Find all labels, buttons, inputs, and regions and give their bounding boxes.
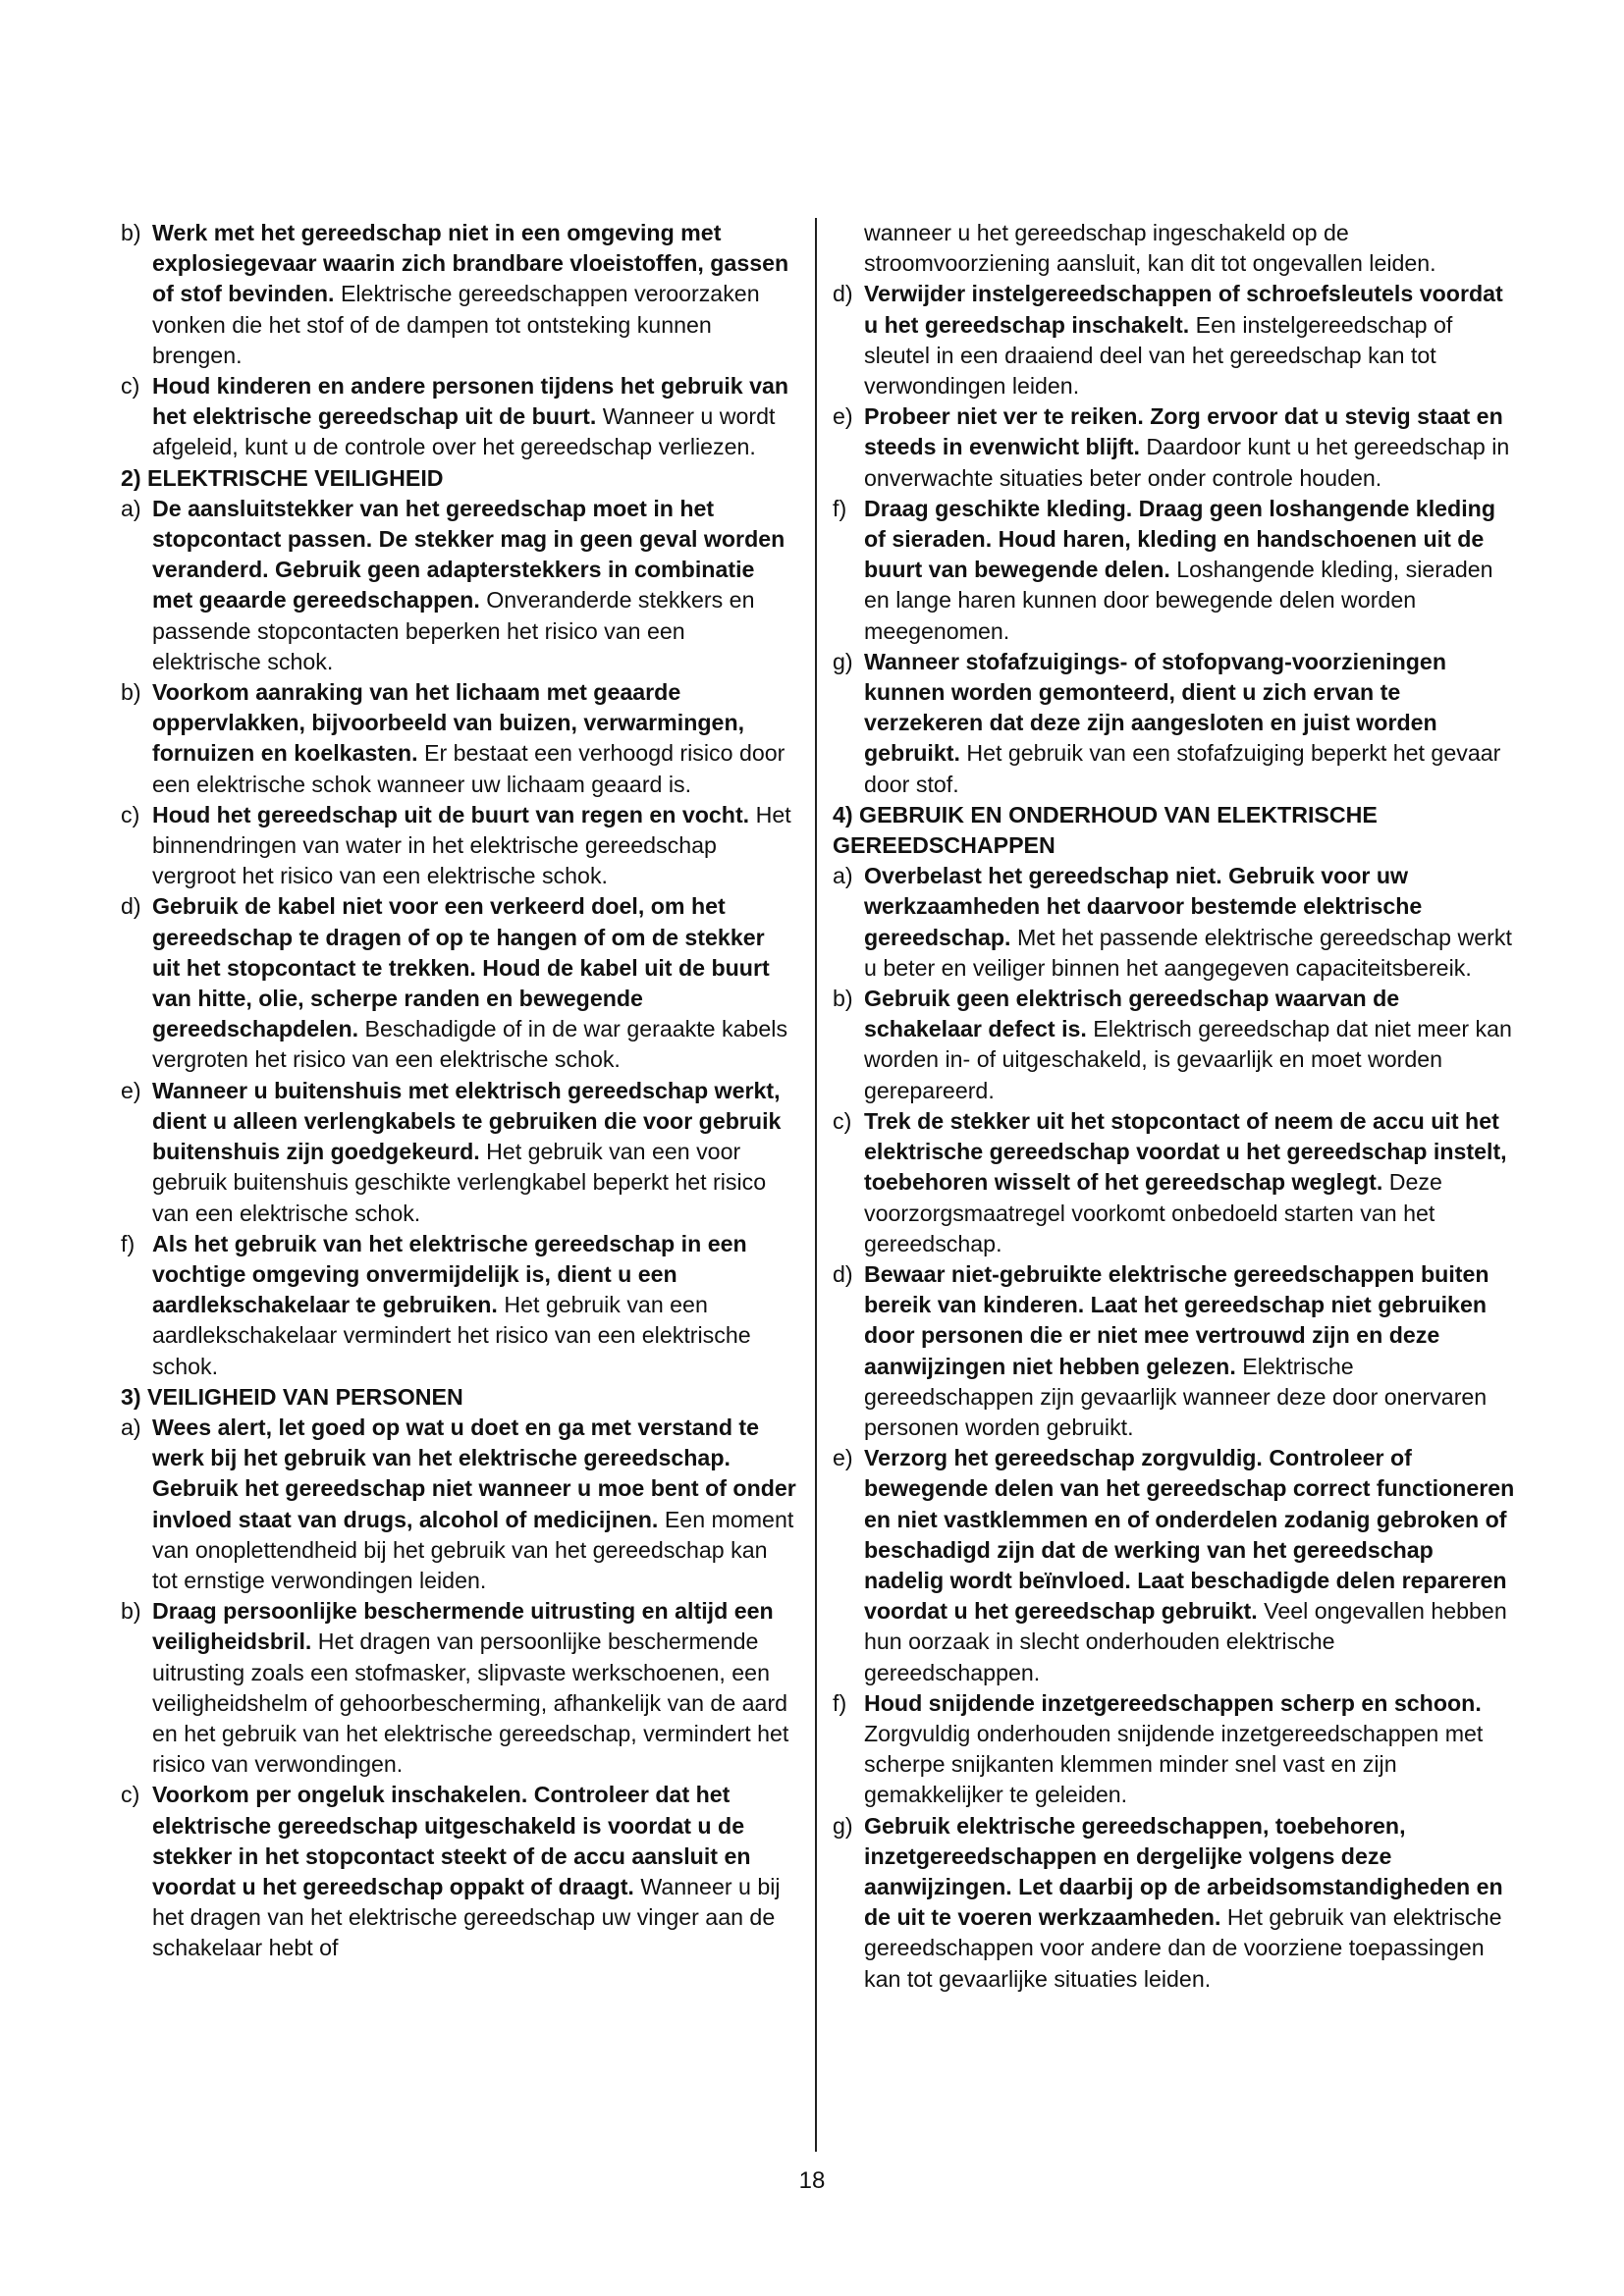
item-text: Het gebruik van een voor gebruik buitenshuis geschikte verlengkabel beperkt het risico van een elektrische schok. — [152, 1139, 767, 1226]
item-bold-text: Wees alert, let goed op wat u doet en ga met verstand te werk bij het gebruik van het elektrische gereedschap. Gebruik het gereedschap niet wanneer u moe bent of onder invloed staat van drugs, alcohol of medicijnen. — [152, 1414, 796, 1532]
item-marker: g) — [833, 1812, 853, 1839]
item-bold-text: Gebruik geen elektrisch gereedschap waarvan de schakelaar defect is. — [864, 986, 1400, 1042]
item-text: Met het passende elektrische gereedschap werkt u beter en veiliger binnen het aangegeven capaciteitsbereik. — [864, 924, 1512, 981]
item-marker: a) — [121, 1414, 141, 1440]
item-marker: c) — [121, 373, 140, 400]
list-item — [833, 401, 1515, 494]
item-text: Elektrische gereedschappen veroorzaken vonken die het stof of de dampen tot ontsteking kunnen brengen. — [152, 281, 760, 368]
right-column — [833, 218, 1515, 1995]
item-marker: b) — [121, 679, 141, 706]
item-text: Wanneer u bij het dragen van het elektrische gereedschap uw vinger aan de schakelaar hebt of — [152, 1873, 781, 1961]
item-marker: d) — [833, 1260, 853, 1287]
item-text: Elektrische gereedschappen zijn gevaarlijk wanneer deze door onervaren personen worden gebruikt. — [864, 1353, 1488, 1440]
item-text: Het gebruik van elektrische gereedschappen voor andere dan de voorziene toepassingen kan tot gevaarlijke situaties leiden. — [864, 1904, 1502, 1992]
list-item — [833, 647, 1515, 800]
list-item — [833, 1106, 1515, 1259]
list-item — [121, 1413, 798, 1596]
item-bold-text: Draag geschikte kleding. Draag geen loshangende kleding of sieraden. Houd haren, kleding en handschoenen uit de buurt van bewegende delen. — [864, 495, 1495, 583]
list-item — [121, 218, 798, 371]
section-heading-line: GEREEDSCHAPPEN — [833, 832, 1056, 859]
item-text: Een instelgereedschap of sleutel in een draaiend deel van het gereedschap kan tot verwondingen leiden. — [864, 311, 1453, 400]
item-bold-text: Verwijder instelgereedschappen of schroefsleutels voordat u het gereedschap inschakelt. — [864, 281, 1503, 338]
item-text: Daardoor kunt u het gereedschap in onverwachte situaties beter onder controle houden. — [864, 434, 1510, 491]
item-bold-text: Voorkom aanraking van het lichaam met geaarde oppervlakken, bijvoorbeeld van buizen, verwarmingen, fornuizen en koelkasten. — [152, 679, 745, 767]
item-text: Loshangende kleding, sieraden en lange haren kunnen door bewegende delen worden meegenomen. — [864, 557, 1493, 644]
section-heading-line: 4) GEBRUIK EN ONDERHOUD VAN ELEKTRISCHE — [833, 801, 1378, 828]
item-bold-text: Houd snijdende inzetgereedschappen scherp en schoon. — [864, 1689, 1482, 1716]
item-marker: c) — [121, 801, 140, 828]
list-item — [121, 891, 798, 1075]
item-text: Een moment van onoplettendheid bij het gebruik van het gereedschap kan tot ernstige verwondingen leiden. — [152, 1506, 794, 1593]
item-bold-text: Werk met het gereedschap niet in een omgeving met explosiegevaar waarin zich brandbare vloeistoffen, gassen of stof bevinden. — [152, 220, 789, 307]
item-bold-text: Voorkom per ongeluk inschakelen. Controleer dat het elektrische gereedschap uitgeschakeld is voordat u de stekker in het stopcontact steekt of de accu aansluit en voordat u het gereedschap oppakt of draagt. — [152, 1782, 751, 1899]
item-bold-text: Probeer niet ver te reiken. Zorg ervoor dat u stevig staat en steeds in evenwicht blijft. — [864, 403, 1503, 460]
item-marker: e) — [833, 1445, 853, 1471]
list-item — [121, 1596, 798, 1780]
list-item — [833, 1259, 1515, 1443]
section-heading: 2) ELEKTRISCHE VEILIGHEID — [121, 464, 444, 491]
list-item — [833, 1443, 1515, 1688]
item-bold-text: Gebruik de kabel niet voor een verkeerd doel, om het gereedschap te dragen of op te hangen of om de stekker uit het stopcontact te trekken. Houd de kabel uit de buurt van hitte, olie, scherpe randen en bewegende gereedschapdelen. — [152, 893, 770, 1042]
left-column — [121, 218, 798, 1964]
item-text: Er bestaat een verhoogd risico door een elektrische schok wanneer uw lichaam geaard is. — [152, 740, 785, 797]
item-bold-text: Trek de stekker uit het stopcontact of neem de accu uit het elektrische gereedschap voordat u het gereedschap instelt, toebehoren wisselt of het gereedschap weglegt. — [864, 1107, 1507, 1196]
list-item — [833, 494, 1515, 647]
item-marker: f) — [833, 495, 847, 521]
item-marker: a) — [121, 495, 141, 521]
page-number: 18 — [798, 2167, 826, 2194]
item-marker: f) — [121, 1230, 135, 1256]
item-text: Onveranderde stekkers en passende stopcontacten beperken het risico van een elektrische schok. — [152, 587, 755, 674]
list-item — [833, 1688, 1515, 1811]
list-item-continuation — [833, 218, 1515, 279]
item-text: Wanneer u wordt afgeleid, kunt u de controle over het gereedschap verliezen. — [152, 403, 776, 460]
item-text: Het binnendringen van water in het elektrische gereedschap vergroot het risico van een elektrische schok. — [152, 801, 791, 889]
section-heading — [833, 800, 1515, 861]
item-marker: b) — [833, 986, 853, 1012]
item-bold-text: Overbelast het gereedschap niet. Gebruik voor uw werkzaamheden het daarvoor bestemde elektrische gereedschap. — [864, 863, 1423, 950]
item-text: Elektrisch gereedschap dat niet meer kan worden in- of uitgeschakeld, is gevaarlijk en moet worden gerepareerd. — [864, 1016, 1512, 1103]
item-bold-text: Wanneer stofafzuigings- of stofopvang-voorzieningen kunnen worden gemonteerd, dient u zich ervan te verzekeren dat deze zijn aangesloten en juist worden gebruikt. — [864, 648, 1446, 767]
list-item — [121, 1780, 798, 1963]
item-text: Deze voorzorgsmaatregel voorkomt onbedoeld starten van het gereedschap. — [864, 1169, 1442, 1256]
list-item — [121, 371, 798, 463]
item-marker: b) — [121, 1598, 141, 1625]
list-item — [833, 984, 1515, 1106]
item-bold-text: Verzorg het gereedschap zorgvuldig. Controleer of bewegende delen van het gereedschap correct functioneren en niet vastklemmen en of onderdelen zodanig gebroken of beschadigd zijn dat de werking van het gereedschap nadelig wordt beïnvloed. Laat beschadigde delen repareren voordat u het gereedschap gebruikt. — [864, 1445, 1515, 1625]
item-bold-text: Gebruik elektrische gereedschappen, toebehoren, inzetgereedschappen en dergelijke volgens deze aanwijzingen. Let daarbij op de arbeidsomstandigheden en de uit te voeren werkzaamheden. — [864, 1812, 1503, 1931]
list-item — [121, 1076, 798, 1229]
list-item — [833, 861, 1515, 984]
item-marker: e) — [833, 403, 853, 430]
item-text: Zorgvuldig onderhouden snijdende inzetgereedschappen met scherpe snijkanten klemmen minder snel vast en zijn gemakkelijker te geleiden. — [864, 1720, 1484, 1808]
item-text: Het dragen van persoonlijke beschermende uitrusting zoals een stofmasker, slipvaste werkschoenen, een veiligheidshelm of gehoorbescherming, afhankelijk van de aard en het gebruik van het elektrische gereedschap, vermindert het risico van verwondingen. — [152, 1629, 789, 1778]
item-bold-text: Als het gebruik van het elektrische gereedschap in een vochtige omgeving onvermijdelijk is, dient u een aardlekschakelaar te gebruiken. — [152, 1230, 747, 1318]
item-marker: c) — [121, 1782, 140, 1808]
list-item — [833, 279, 1515, 401]
item-text: Veel ongevallen hebben hun oorzaak in slecht onderhouden elektrische gereedschappen. — [864, 1598, 1507, 1685]
item-marker: d) — [121, 893, 141, 920]
list-item — [121, 1229, 798, 1382]
item-text: wanneer u het gereedschap ingeschakeld op de stroomvoorziening aansluit, kan dit tot ongevallen leiden. — [864, 220, 1436, 277]
list-item — [121, 494, 798, 677]
list-item — [121, 677, 798, 800]
item-marker: b) — [121, 220, 141, 245]
item-bold-text: De aansluitstekker van het gereedschap moet in het stopcontact passen. De stekker mag in geen geval worden veranderd. Gebruik geen adapterstekkers in combinatie met geaarde gereedschappen. — [152, 495, 785, 614]
section-heading: 3) VEILIGHEID VAN PERSONEN — [121, 1383, 463, 1410]
item-bold-text: Draag persoonlijke beschermende uitrusting en altijd een veiligheidsbril. — [152, 1598, 774, 1655]
list-item — [121, 800, 798, 892]
item-marker: d) — [833, 281, 853, 307]
item-bold-text: Houd kinderen en andere personen tijdens het gebruik van het elektrische gereedschap uit de buurt. — [152, 373, 789, 430]
column-divider — [815, 218, 817, 2152]
item-text: Het gebruik van een stofafzuiging beperkt het gevaar door stof. — [864, 740, 1501, 797]
item-bold-text: Bewaar niet-gebruikte elektrische gereedschappen buiten bereik van kinderen. Laat het gereedschap niet gebruiken door personen die er niet mee vertrouwd zijn en deze aanwijzingen niet hebben gelezen. — [864, 1260, 1489, 1379]
item-bold-text: Wanneer u buitenshuis met elektrisch gereedschap werkt, dient u alleen verlengkabels te gebruiken die voor gebruik buitenshuis zijn goedgekeurd. — [152, 1077, 782, 1165]
item-marker: e) — [121, 1077, 141, 1103]
item-marker: g) — [833, 648, 853, 674]
item-marker: f) — [833, 1689, 847, 1716]
item-text: Het gebruik van een aardlekschakelaar vermindert het risico van een elektrische schok. — [152, 1292, 751, 1379]
list-item — [833, 1811, 1515, 1995]
item-bold-text: Houd het gereedschap uit de buurt van regen en vocht. — [152, 801, 750, 828]
item-marker: a) — [833, 863, 853, 889]
item-marker: c) — [833, 1107, 852, 1134]
item-text: Beschadigde of in de war geraakte kabels vergroten het risico van een elektrische schok. — [152, 1016, 788, 1073]
